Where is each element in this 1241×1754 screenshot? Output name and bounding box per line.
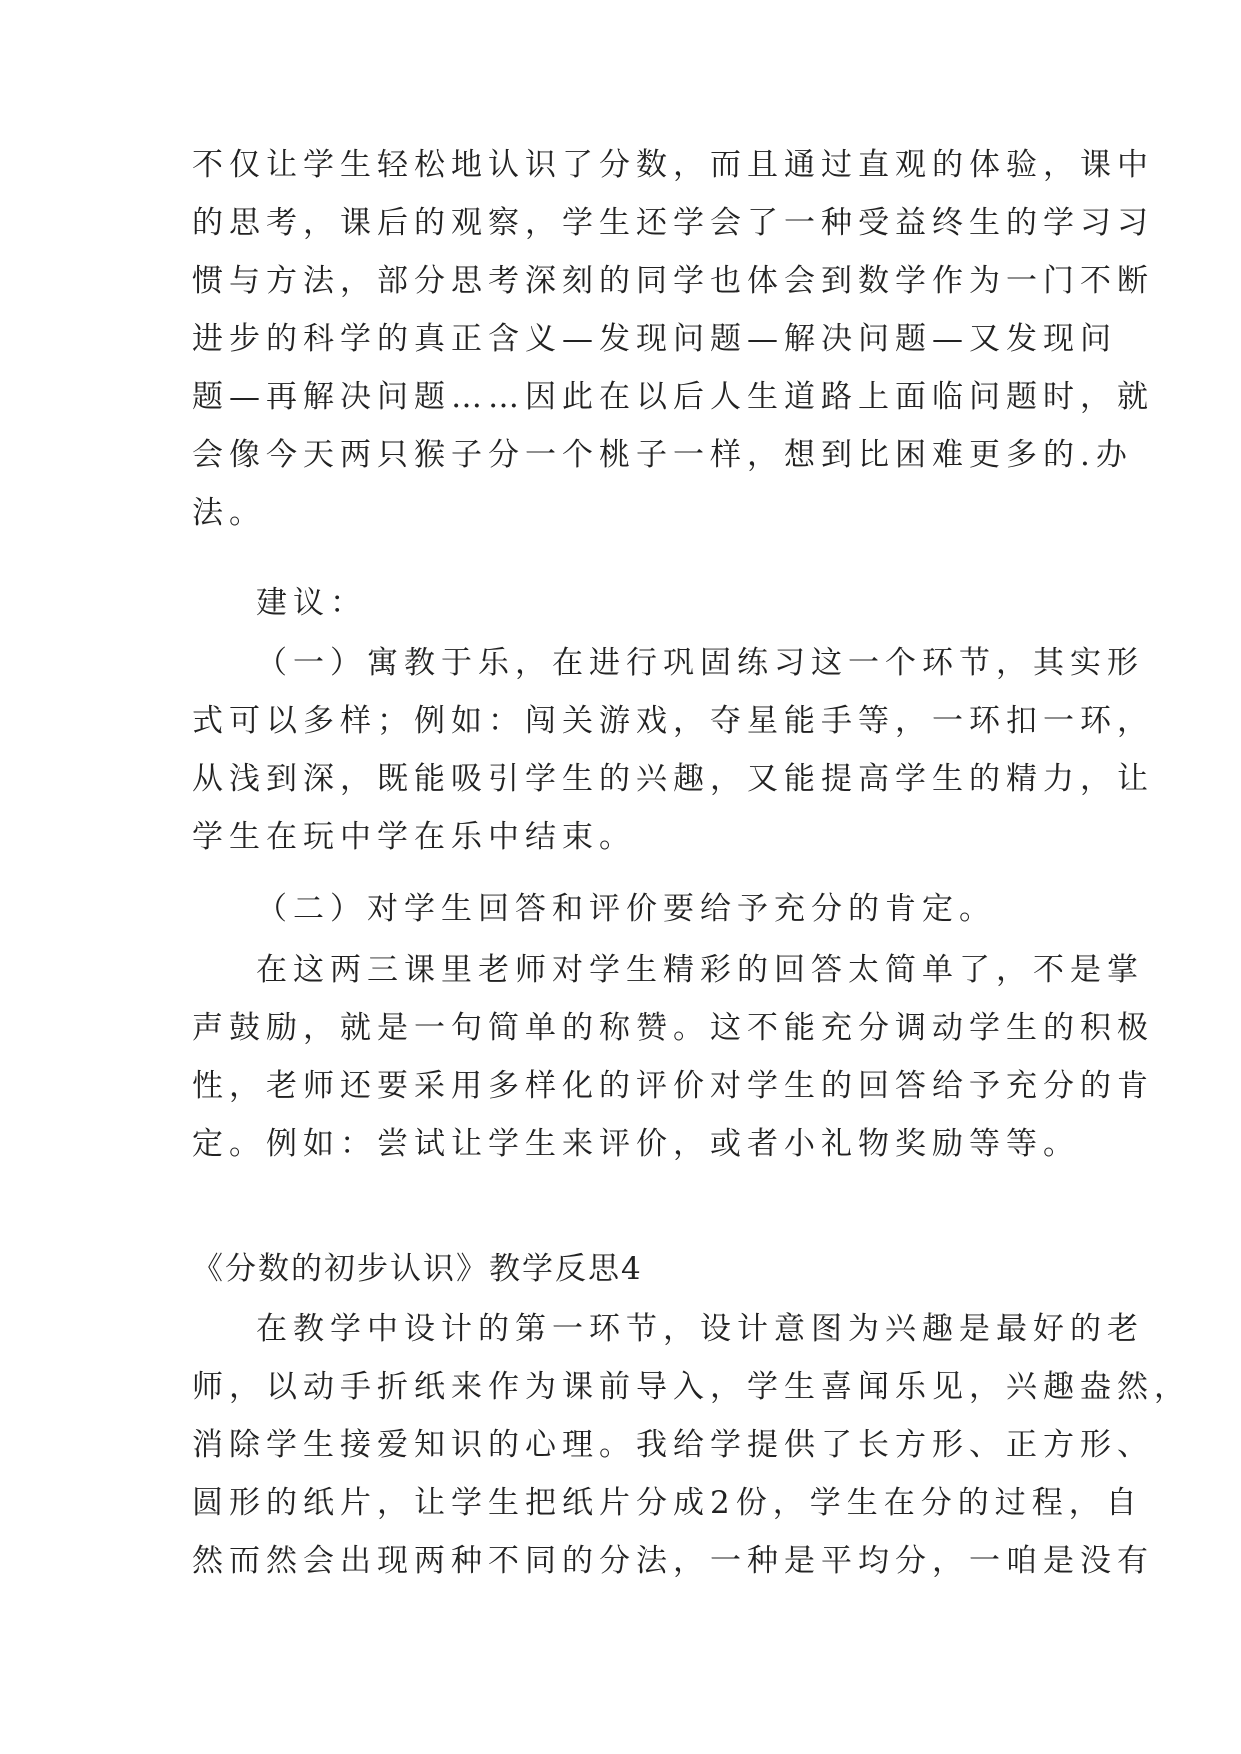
text-line: 在这两三课里老师对学生精彩的回答太简单了，不是掌 bbox=[256, 952, 1144, 988]
paragraph-reflection-summary bbox=[192, 136, 1154, 542]
suggestion-item-2 bbox=[192, 880, 1058, 938]
text-line: 惯与方法，部分思考深刻的同学也体会到数学作为一门不断 bbox=[192, 263, 1154, 299]
text-line: 在教学中设计的第一环节，设计意图为兴趣是最好的老 bbox=[256, 1311, 1144, 1347]
text-line: 不仅让学生轻松地认识了分数，而且通过直观的体验，课中 bbox=[192, 147, 1154, 183]
text-line: 法。 bbox=[192, 495, 266, 531]
paragraph-praise bbox=[192, 941, 1154, 1173]
text-line: 性，老师还要采用多样化的评价对学生的回答给予充分的肯 bbox=[192, 1068, 1154, 1104]
text-line: （二）对学生回答和评价要给予充分的肯定。 bbox=[256, 891, 996, 927]
suggestion-label bbox=[192, 574, 1058, 632]
text-line: 消除学生接爱知识的心理。我给学提供了长方形、正方形、 bbox=[192, 1427, 1154, 1463]
text-line: 的思考，课后的观察，学生还学会了一种受益终生的学习习 bbox=[192, 205, 1154, 241]
text-line: 式可以多样；例如：闯关游戏，夺星能手等，一环扣一环， bbox=[192, 703, 1154, 739]
text-line: 定。例如：尝试让学生来评价，或者小礼物奖励等等。 bbox=[192, 1126, 1080, 1162]
text-line: 从浅到深，既能吸引学生的兴趣，又能提高学生的精力，让 bbox=[192, 761, 1154, 797]
text-line: 声鼓励，就是一句简单的称赞。这不能充分调动学生的积极 bbox=[192, 1010, 1154, 1046]
paragraph-first-step bbox=[192, 1300, 1191, 1590]
text-line: 进步的科学的真正含义—发现问题—解决问题—又发现问 bbox=[192, 321, 1117, 357]
text-line: 学生在玩中学在乐中结束。 bbox=[192, 819, 636, 855]
suggestion-item-1 bbox=[192, 634, 1154, 866]
text-line: 题—再解决问题……因此在以后人生道路上面临问题时，就 bbox=[192, 379, 1154, 415]
text-line: 圆形的纸片，让学生把纸片分成2份，学生在分的过程，自 bbox=[192, 1485, 1143, 1521]
text-line: 建议： bbox=[256, 585, 367, 621]
text-line: 会像今天两只猴子分一个桃子一样，想到比困难更多的.办 bbox=[192, 437, 1133, 473]
section-title: 《分数的初步认识》教学反思4 bbox=[192, 1251, 643, 1287]
text-line: 然而然会出现两种不同的分法，一种是平均分，一咱是没有 bbox=[192, 1543, 1154, 1579]
text-line: （一）寓教于乐，在进行巩固练习这一个环节，其实形 bbox=[256, 645, 1144, 681]
text-line: 师，以动手折纸来作为课前导入，学生喜闻乐见，兴趣盎然， bbox=[192, 1369, 1191, 1405]
